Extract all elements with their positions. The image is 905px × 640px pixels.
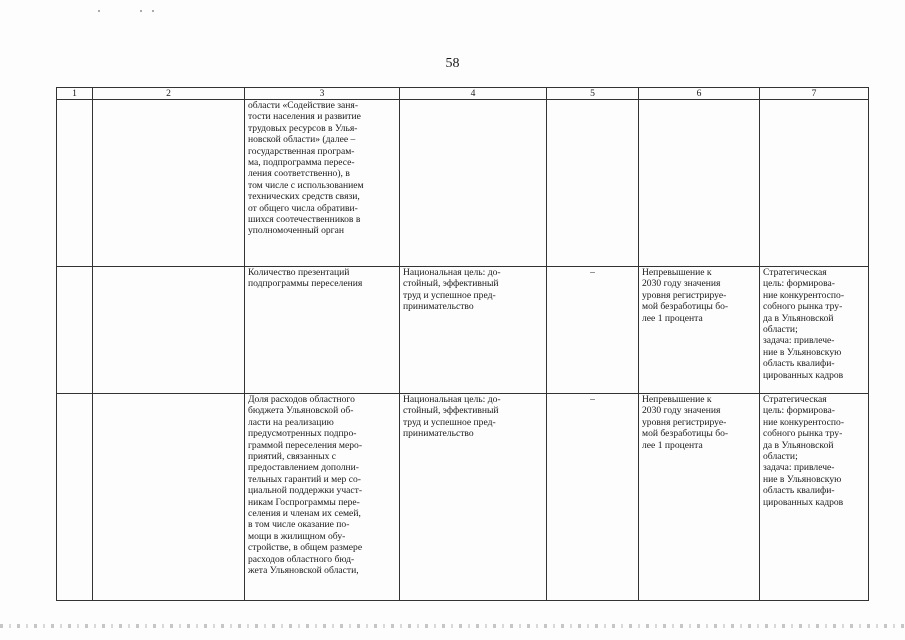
national-goal-cell: Национальная цель: до- стойный, эффективный труд и успешное пред- принимательство [400, 394, 547, 601]
indicator-name-cell: Количество презентаций подпрограммы переселения [245, 267, 400, 394]
scan-artifact-line [0, 624, 905, 628]
scan-artifact-dot [98, 10, 100, 12]
table-cell [93, 100, 245, 267]
table-cell [57, 100, 93, 267]
table-cell [93, 267, 245, 394]
column-header: 2 [93, 88, 245, 100]
column-header: 3 [245, 88, 400, 100]
table-row [57, 100, 869, 267]
target-value-cell: Непревышение к 2030 году значения уровня регистрируе- мой безработицы бо- лее 1 процента [639, 267, 760, 394]
target-value-cell: Непревышение к 2030 году значения уровня регистрируе- мой безработицы бо- лее 1 процента [639, 394, 760, 601]
strategic-goal-cell: Стратегическая цель: формирова- ние конкурентоспо- собного рынка тру- да в Ульяновской области; задача: привлече- ние в Ульяновскую область квалифи- цированных кадров [760, 267, 869, 394]
strategic-goal-cell: Стратегическая цель: формирова- ние конкурентоспо- собного рынка тру- да в Ульяновской области; задача: привлече- ние в Ульяновскую область квалифи- цированных кадров [760, 394, 869, 601]
column-header: 7 [760, 88, 869, 100]
scan-artifact-dot [140, 10, 142, 12]
scan-artifact-dot [152, 10, 154, 12]
table-row [57, 267, 869, 394]
table-cell [93, 394, 245, 601]
document-table [56, 87, 869, 601]
national-goal-cell [400, 100, 547, 267]
table-cell: – [547, 267, 639, 394]
column-header: 4 [400, 88, 547, 100]
page-number: 58 [445, 56, 460, 71]
table-cell [57, 394, 93, 601]
national-goal-cell: Национальная цель: до- стойный, эффективный труд и успешное пред- принимательство [400, 267, 547, 394]
column-header: 6 [639, 88, 760, 100]
table-cell [57, 267, 93, 394]
indicator-name-cell: области «Содействие заня- тости населения и развитие трудовых ресурсов в Улья- новской области» (далее – государственная програм- ма, подпрограмма пересе- ления соответственно), в том числе с использованием технических средств связи, от общего числа обративи- шихся соотечественников в уполномоченный орган [245, 100, 400, 267]
header-row [57, 88, 869, 100]
table-cell: – [547, 394, 639, 601]
table-cell [547, 100, 639, 267]
target-value-cell [639, 100, 760, 267]
column-header: 5 [547, 88, 639, 100]
indicator-name-cell: Доля расходов областного бюджета Ульяновской об- ласти на реализацию предусмотренных подпро- граммой переселения меро- приятий, связанных с предоставлением дополни- тельных гарантий и мер со- циальной поддержки участ- никам Госпрограммы пере- селения и членам их семей, в том числе оказание по- мощи в жилищном обу- стройстве, в общем размере расходов областного бюд- жета Ульяновской области, [245, 394, 400, 601]
column-header: 1 [57, 88, 93, 100]
table-row [57, 394, 869, 601]
strategic-goal-cell [760, 100, 869, 267]
